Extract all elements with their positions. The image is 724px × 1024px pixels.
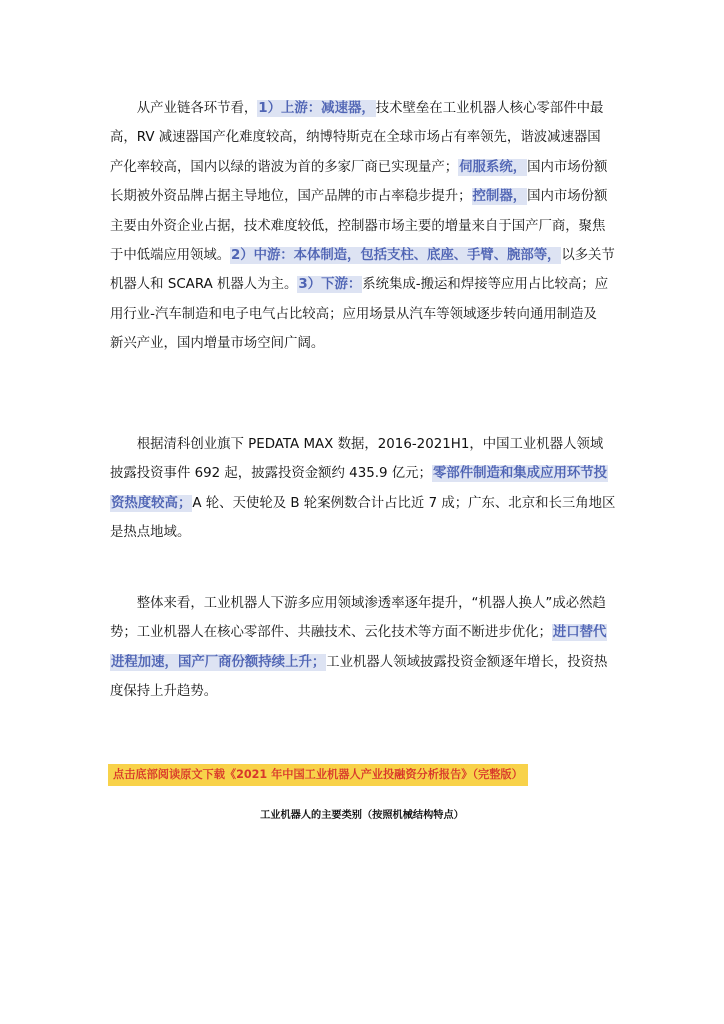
- text-run: 以多关节: [561, 247, 615, 263]
- text-line: [110, 241, 615, 270]
- text-run: 从产业链各环节看，: [110, 101, 258, 116]
- text-run: 工业机器人领域披露投资金额逐年增长，投资热: [326, 654, 608, 670]
- text-line: [110, 329, 615, 358]
- highlighted-keyword: 进口替代: [552, 625, 607, 641]
- highlighted-keyword: 伺服系统，: [459, 159, 527, 175]
- text-run: 机器人和 SCARA 机器人为主。: [110, 277, 298, 293]
- text-line: [110, 182, 615, 211]
- text-line: [110, 270, 615, 299]
- text-run: 长期被外资品牌占据主导地位，国产品牌的市占率稳步提升；: [110, 189, 472, 205]
- text-line: [110, 300, 615, 329]
- text-run: 系统集成-搬运和焊接等应用占比较高；应: [362, 277, 609, 293]
- highlighted-keyword: 零部件制造和集成应用环节投: [432, 466, 608, 482]
- text-run: 势；工业机器人在核心零部件、共融技术、云化技术等方面不断进步优化；: [110, 625, 552, 641]
- highlighted-keyword: 控制器，: [472, 189, 527, 205]
- download-report-banner[interactable]: 点击底部阅读原文下载《2021 年中国工业机器人产业投融资分析报告》（完整版）: [108, 764, 528, 786]
- text-run: 用行业-汽车制造和电子电气占比较高；应用场景从汽车等领域逐步转向通用制造及: [110, 306, 597, 322]
- text-line: [110, 212, 615, 241]
- text-run: 国内市场份额: [527, 159, 608, 175]
- paragraph-industry-chain: [110, 94, 615, 359]
- text-line: [110, 459, 615, 488]
- text-run: 新兴产业，国内增量市场空间广阔。: [110, 336, 325, 352]
- text-line: [110, 123, 615, 152]
- highlighted-keyword: 2）中游：本体制造，包括支柱、底座、手臂、腕部等，: [231, 247, 561, 263]
- highlighted-keyword: 1）上游：减速器，: [258, 101, 375, 116]
- paragraph-investment-data: [110, 430, 615, 548]
- text-line: [110, 94, 615, 123]
- text-run: A 轮、天使轮及 B 轮案例数合计占比近 7 成；广东、北京和长三角地区: [192, 495, 616, 511]
- text-line: [110, 153, 615, 182]
- text-line: [110, 648, 615, 677]
- text-run: 披露投资事件 692 起，披露投资金额约 435.9 亿元；: [110, 466, 432, 482]
- text-run: 度保持上升趋势。: [110, 684, 218, 700]
- text-line: [110, 677, 615, 706]
- highlighted-keyword: 3）下游：: [298, 277, 362, 293]
- text-run: 技术壁垒在工业机器人核心零部件中最: [375, 101, 604, 116]
- text-line: [110, 489, 615, 518]
- highlighted-keyword: 资热度较高；: [111, 495, 192, 511]
- text-run: 根据清科创业旗下 PEDATA MAX 数据，2016-2021H1，中国工业机器人领域: [110, 437, 604, 452]
- text-line: [110, 518, 615, 547]
- text-line: [110, 430, 615, 459]
- text-line: [110, 589, 615, 618]
- text-run: 于中低端应用领域。: [110, 247, 231, 263]
- text-run: 是热点地域。: [110, 525, 191, 541]
- text-run: 高，RV 减速器国产化难度较高，纳博特斯克在全球市场占有率领先，谐波减速器国: [110, 130, 601, 146]
- highlighted-keyword: 进程加速，国产厂商份额持续上升；: [111, 654, 326, 670]
- figure-caption: 工业机器人的主要类别（按照机械结构特点）: [260, 810, 464, 821]
- text-run: 国内市场份额: [527, 189, 608, 205]
- text-run: 整体来看，工业机器人下游多应用领域渗透率逐年提升，“机器人换人”成必然趋: [110, 596, 606, 611]
- paragraph-overall-trend: [110, 589, 615, 707]
- text-run: 产化率较高，国内以绿的谐波为首的多家厂商已实现量产；: [110, 159, 459, 175]
- text-run: 主要由外资企业占据，技术难度较低，控制器市场主要的增量来自于国产厂商，聚焦: [110, 218, 606, 234]
- text-line: [110, 618, 615, 647]
